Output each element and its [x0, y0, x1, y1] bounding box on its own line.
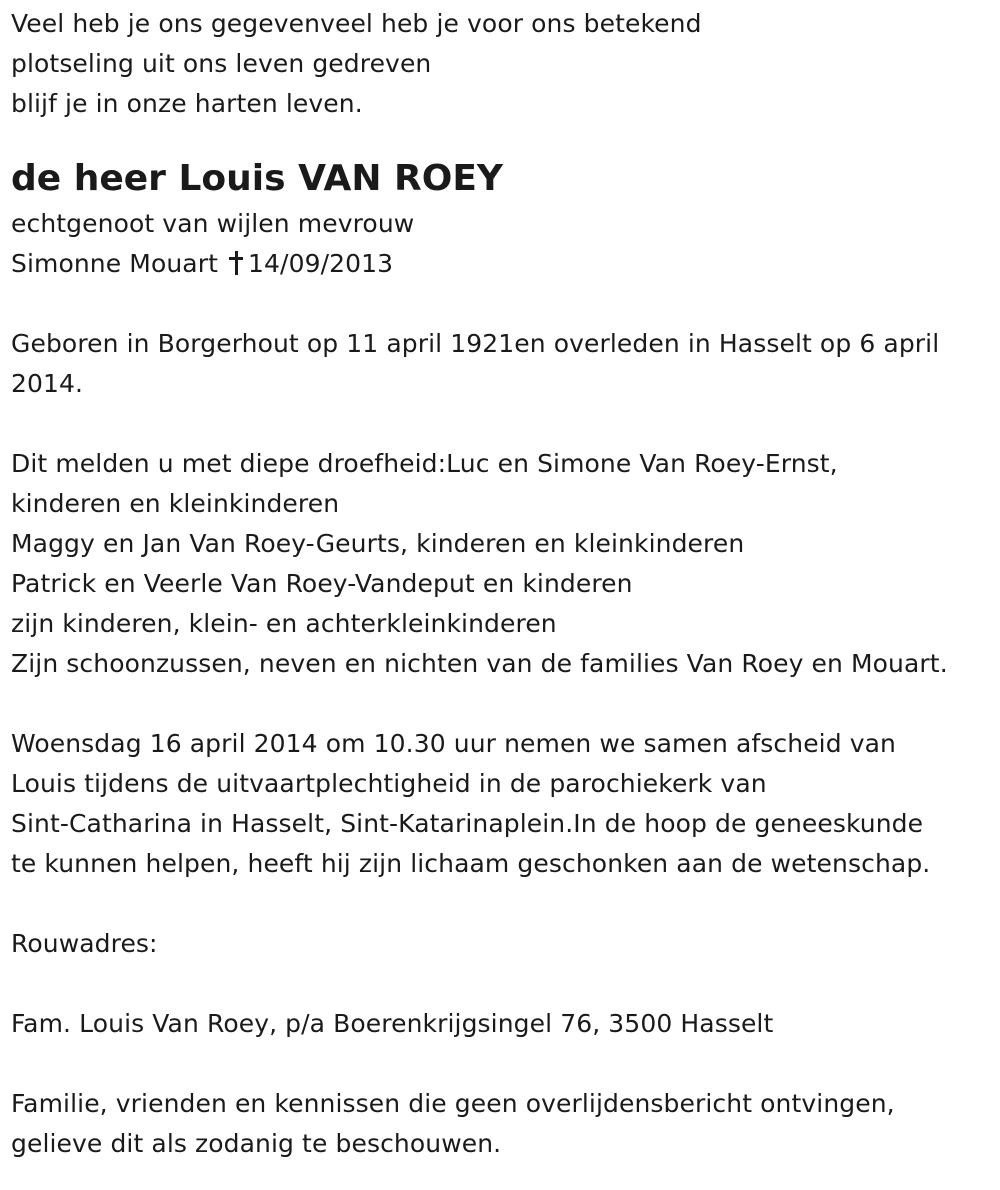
text-line: Sint-Catharina in Hasselt, Sint-Katarinaplein.In de hoop de geneeskunde [11, 809, 924, 838]
funeral-section [11, 724, 996, 884]
text-line: Woensdag 16 april 2014 om 10.30 uur nemen we samen afscheid van [11, 729, 896, 758]
text-line: gelieve dit als zodanig te beschouwen. [11, 1129, 502, 1158]
spouse-line: echtgenoot van wijlen mevrouw [11, 209, 415, 238]
death-notice [11, 0, 996, 1164]
poem-line: plotseling uit ons leven gedreven [11, 49, 432, 78]
text-line: Geboren in Borgerhout op 11 april 1921en overleden in Hasselt op 6 april [11, 329, 940, 358]
poem [11, 4, 996, 124]
poem-line: Veel heb je ons gegevenveel heb je voor ons betekend [11, 9, 702, 38]
text-line: Patrick en Veerle Van Roey-Vandeput en kinderen [11, 569, 633, 598]
text-line: te kunnen helpen, heeft hij zijn lichaam geschonken aan de wetenschap. [11, 849, 931, 878]
spouse-info [11, 244, 996, 284]
text-line: kinderen en kleinkinderen [11, 489, 340, 518]
text-line: Zijn schoonzussen, neven en nichten van de families Van Roey en Mouart. [11, 649, 948, 678]
text-line: Maggy en Jan Van Roey-Geurts, kinderen en kleinkinderen [11, 529, 745, 558]
address-label: Rouwadres: [11, 929, 158, 958]
poem-line: blijf je in onze harten leven. [11, 89, 363, 118]
spouse-name: Simonne Mouart [11, 249, 218, 278]
text-line: zijn kinderen, klein- en achterkleinkinderen [11, 609, 557, 638]
address: Fam. Louis Van Roey, p/a Boerenkrijgsingel 76, 3500 Hasselt [11, 1009, 774, 1038]
birth-death-section [11, 324, 996, 404]
deceased-name: de heer Louis VAN ROEY [11, 158, 503, 199]
cross-icon [228, 251, 244, 275]
closing-section [11, 1084, 996, 1164]
family-section [11, 444, 996, 684]
text-line: Familie, vrienden en kennissen die geen overlijdensbericht ontvingen, [11, 1089, 895, 1118]
text-line: Louis tijdens de uitvaartplechtigheid in de parochiekerk van [11, 769, 767, 798]
text-line: Dit melden u met diepe droefheid:Luc en Simone Van Roey-Ernst, [11, 449, 838, 478]
spouse-death-date: 14/09/2013 [248, 249, 394, 278]
text-line: 2014. [11, 369, 84, 398]
